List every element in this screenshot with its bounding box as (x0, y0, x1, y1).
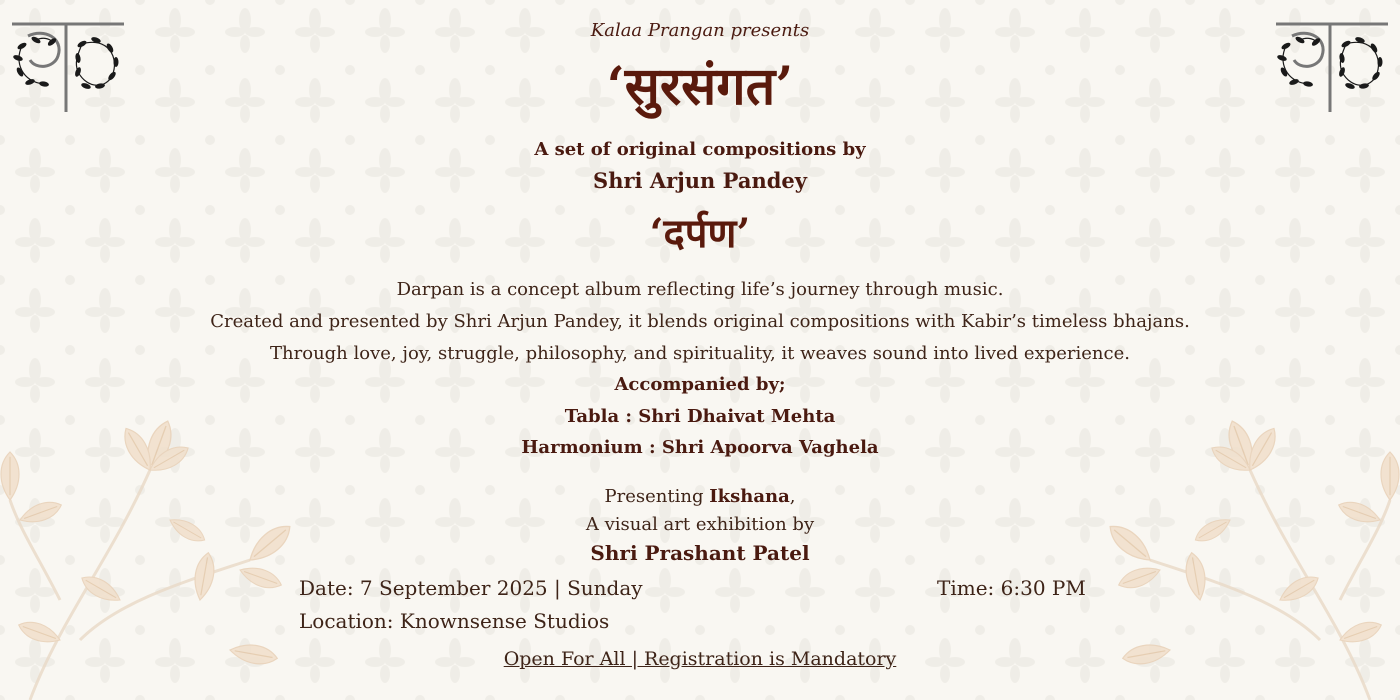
description-line-3: Through love, joy, struggle, philosophy, and spirituality, it weaves sound into lived experience. (270, 343, 1130, 364)
exhibition-suffix: , (789, 486, 796, 507)
exhibition-name: Ikshana (709, 486, 790, 507)
exhibition-artist: Shri Prashant Patel (590, 541, 810, 565)
event-time: Time: 6:30 PM (937, 576, 1086, 600)
event-title: ‘सुरसंगत’ (606, 56, 794, 117)
composer-name: Shri Arjun Pandey (593, 168, 807, 193)
album-title: ‘दर्पण’ (649, 210, 751, 257)
accompaniment-tabla: Tabla : Shri Dhaivat Mehta (564, 406, 836, 427)
description-line-1: Darpan is a concept album reflecting life’s journey through music. (396, 279, 1004, 300)
event-date: Date: 7 September 2025 | Sunday (299, 576, 643, 600)
event-location: Location: Knownsense Studios (299, 609, 610, 633)
description-line-2: Created and presented by Shri Arjun Pandey, it blends original compositions with Kabir’s timeless bhajans. (210, 311, 1190, 332)
exhibition-intro (0, 486, 1400, 507)
registration-link[interactable]: Open For All | Registration is Mandatory (503, 648, 897, 670)
exhibition-description: A visual art exhibition by (585, 514, 815, 535)
presenter-line: Kalaa Prangan presents (590, 20, 810, 41)
event-subtitle: A set of original compositions by (534, 139, 866, 160)
registration-row (0, 648, 1400, 670)
floral-monogram-logo-left (8, 18, 126, 114)
exhibition-prefix: Presenting (604, 486, 710, 507)
accompaniment-heading: Accompanied by; (614, 374, 786, 395)
floral-monogram-logo-right (1272, 18, 1390, 114)
accompaniment-harmonium: Harmonium : Shri Apoorva Vaghela (521, 437, 879, 458)
